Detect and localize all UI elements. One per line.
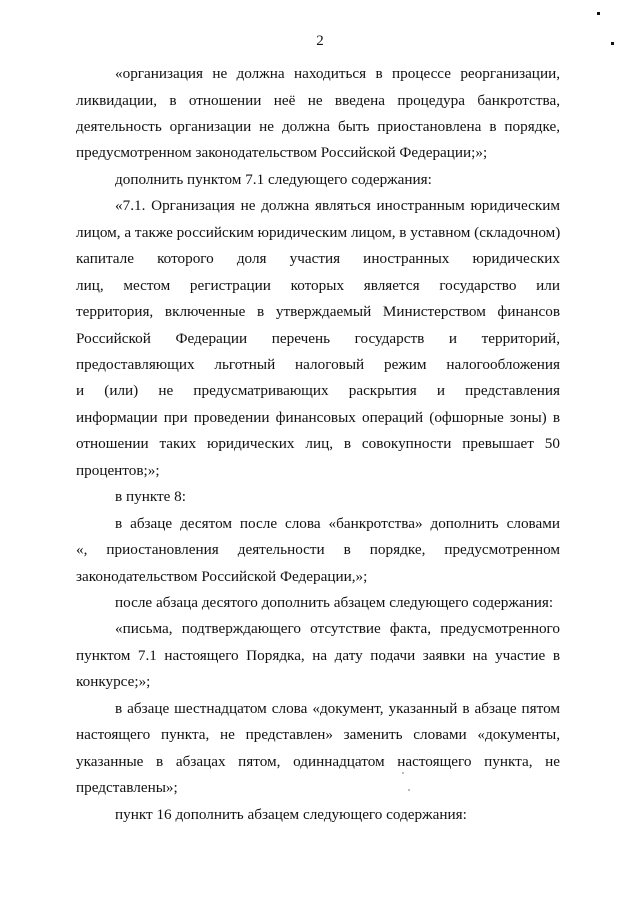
text-line: предусмотренном законодательством Российской Федерации;»; bbox=[76, 144, 488, 162]
text-line: конкурсе;»; bbox=[76, 673, 151, 691]
text-line: территория, включенные в утверждаемый Министерством финансов bbox=[76, 303, 560, 320]
text-line: и (или) не предусматривающих раскрытия и представления bbox=[76, 382, 560, 400]
text-line: Российской Федерации перечень государств и территорий, bbox=[76, 329, 560, 347]
text-line: лицом, а также российским юридическим лицом, в уставном (складочном) bbox=[76, 223, 561, 241]
text-line: процентов;»; bbox=[76, 461, 160, 479]
text-line: лиц, местом регистрации которых является государство или bbox=[76, 276, 560, 294]
text-line: дополнить пунктом 7.1 следующего содержания: bbox=[115, 170, 432, 188]
text-line: «, приостановления деятельности в порядке, предусмотренном bbox=[76, 541, 560, 559]
text-line: пункт 16 дополнить абзацем следующего содержания: bbox=[115, 805, 467, 823]
text-line: отношении таких юридических лиц, в совокупности превышает 50 bbox=[76, 435, 560, 453]
scan-mark bbox=[597, 12, 600, 15]
text-line: настоящего пункта, не представлен» заменить словами «документы, bbox=[76, 726, 560, 744]
scan-speck bbox=[402, 772, 404, 774]
text-line: деятельность организации не должна быть приостановлена в порядке, bbox=[76, 117, 560, 135]
text-line: «письма, подтверждающего отсутствие факта, предусмотренного bbox=[115, 620, 560, 638]
text-line: «организация не должна находиться в процессе реорганизации, bbox=[115, 65, 560, 82]
text-line: представлены»; bbox=[76, 779, 178, 797]
text-line: информации при проведении финансовых операций (офшорные зоны) в bbox=[76, 408, 560, 426]
text-line: пунктом 7.1 настоящего Порядка, на дату подачи заявки на участие в bbox=[76, 646, 560, 664]
scan-mark bbox=[611, 42, 614, 45]
page-number: 2 bbox=[316, 33, 324, 49]
text-line: ликвидации, в отношении неё не введена процедура банкротства, bbox=[76, 91, 560, 109]
text-line: «7.1. Организация не должна являться иностранным юридическим bbox=[115, 197, 560, 215]
text-line: предоставляющих льготный налоговый режим налогообложения bbox=[76, 355, 560, 373]
text-line: законодательством Российской Федерации,»; bbox=[76, 567, 368, 585]
text-line: в абзаце шестнадцатом слова «документ, указанный в абзаце пятом bbox=[115, 699, 560, 717]
text-line: в пункте 8: bbox=[115, 488, 186, 506]
text-line: в абзаце десятом после слова «банкротства» дополнить словами bbox=[115, 514, 560, 532]
text-line: после абзаца десятого дополнить абзацем следующего содержания: bbox=[115, 594, 554, 611]
text-line: капитале которого доля участия иностранных юридических bbox=[76, 250, 560, 268]
text-line: указанные в абзацах пятом, одиннадцатом настоящего пункта, не bbox=[76, 752, 560, 770]
